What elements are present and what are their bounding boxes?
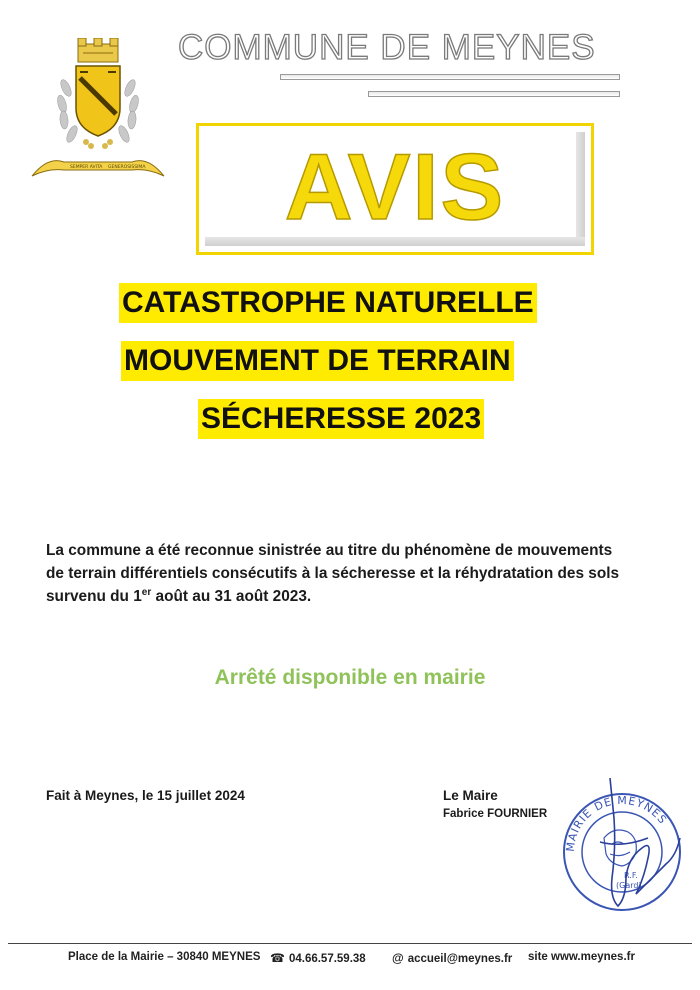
commune-title: COMMUNE DE MEYNES <box>178 28 596 67</box>
telephone-icon: ☎ <box>270 951 285 965</box>
stamp-gard-text: (Gard) <box>616 881 642 890</box>
notice-heading-line: CATASTROPHE NATURELLE <box>119 283 537 323</box>
footer-email-address[interactable]: accueil@meynes.fr <box>407 953 513 965</box>
stamp-rf-text: R.F. <box>624 871 638 880</box>
crown-icon <box>78 38 118 62</box>
paragraph-line <box>46 585 666 608</box>
footer-divider <box>8 943 692 944</box>
at-icon: @ <box>392 951 404 965</box>
paragraph-text: août au 31 août 2023. <box>151 588 312 605</box>
ordinal-superscript: er <box>141 586 152 598</box>
paragraph-text: survenu du 1 <box>46 588 142 605</box>
avis-frame <box>196 123 594 255</box>
footer-phone <box>270 951 366 965</box>
stamp-ring-path-text: MAIRIE DE MEYNES <box>563 793 670 853</box>
notice-paragraph <box>46 539 666 608</box>
signatory-name: Fabrice FOURNIER <box>443 808 548 820</box>
footer-phone-number: 04.66.57.59.38 <box>288 953 366 965</box>
paragraph-line: de terrain différentiels consécutifs à la sécheresse et la réhydratation des sols <box>46 565 620 582</box>
date-place-line: Fait à Meynes, le 15 juillet 2024 <box>46 788 245 803</box>
coat-of-arms-logo <box>28 38 168 186</box>
header-divider-line <box>368 91 620 97</box>
shield-icon <box>76 66 120 136</box>
grapes-icon <box>83 139 113 149</box>
notice-heading-line: MOUVEMENT DE TERRAIN <box>121 341 514 381</box>
arrete-notice: Arrêté disponible en mairie <box>214 666 486 689</box>
header-divider-line <box>280 74 620 80</box>
mairie-stamp <box>552 778 692 918</box>
signatory-title: Le Maire <box>443 788 498 803</box>
crest-banner-left-text: SEMPER AVITA <box>70 165 103 170</box>
footer-email[interactable] <box>392 951 512 965</box>
paragraph-line: La commune a été reconnue sinistrée au titre du phénomène de mouvements <box>46 542 613 559</box>
footer-address: Place de la Mairie – 30840 MEYNES <box>68 951 261 963</box>
crest-banner-right-text: GENEROSISSIMA <box>108 165 146 170</box>
notice-heading-line: SÉCHERESSE 2023 <box>198 399 484 439</box>
footer-website[interactable]: site www.meynes.fr <box>528 951 635 963</box>
avis-title: AVIS <box>284 134 506 239</box>
